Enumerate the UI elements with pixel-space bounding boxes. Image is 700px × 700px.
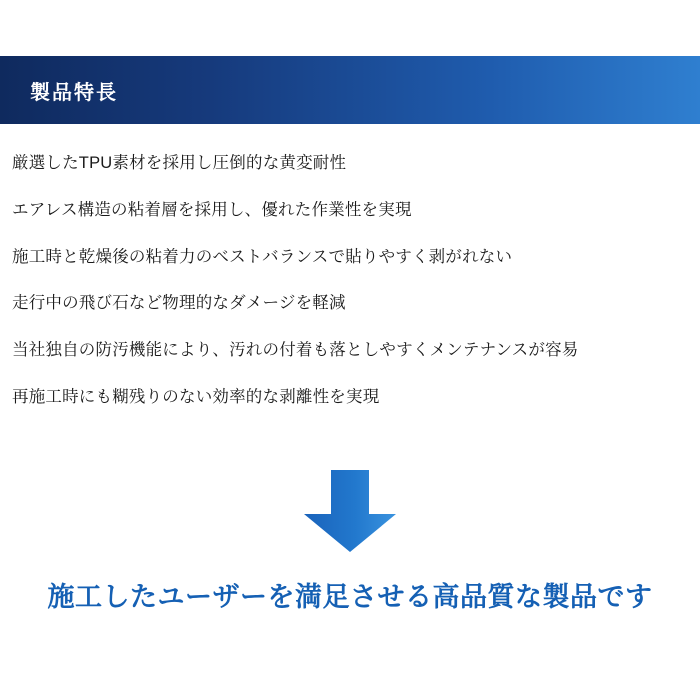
section-header-bar xyxy=(0,56,700,124)
list-item: エアレス構造の粘着層を採用し、優れた作業性を実現 xyxy=(12,200,412,219)
list-item: 当社独自の防汚機能により、汚れの付着も落としやすくメンテナンスが容易 xyxy=(12,341,579,359)
page-title: 製品特長 xyxy=(30,81,118,104)
list-item: 再施工時にも糊残りのない効率的な剥離性を実現 xyxy=(12,387,380,406)
list-item: 厳選したTPU素材を採用し圧倒的な黄変耐性 xyxy=(12,154,347,172)
footer-message xyxy=(0,575,700,614)
feature-list xyxy=(0,140,700,421)
arrow-down-icon xyxy=(302,470,398,552)
footer-message-text: 施工したユーザーを満足させる高品質な製品です xyxy=(47,582,653,612)
list-item: 施工時と乾燥後の粘着力のベストバランスで貼りやすく剥がれない xyxy=(12,247,513,266)
list-item: 走行中の飛び石など物理的なダメージを軽減 xyxy=(12,294,346,313)
arrow-container xyxy=(0,470,700,552)
